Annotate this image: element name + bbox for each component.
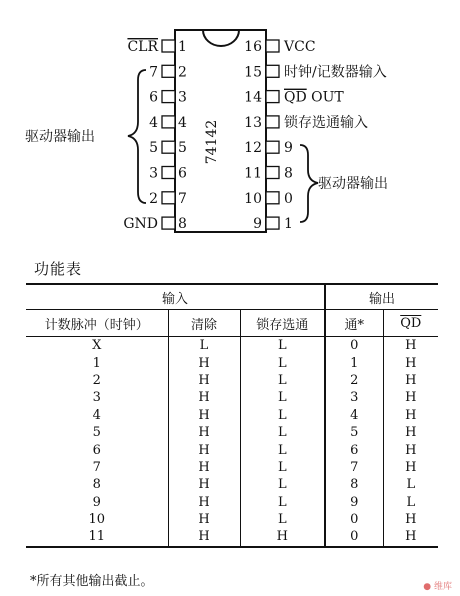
left-pin (123, 216, 187, 232)
cell-on: 2 (325, 372, 383, 389)
pin-lead (266, 192, 279, 204)
right-group-label: 驱动器输出 (318, 176, 388, 192)
pin-lead (266, 217, 279, 229)
left-pin (149, 166, 187, 182)
table-row (26, 494, 438, 511)
cell-qd: L (383, 476, 438, 493)
right-brace (300, 145, 318, 222)
cell-latch: L (240, 372, 325, 389)
footnote: *所有其他输出截止。 (30, 574, 154, 589)
table-row (26, 389, 438, 406)
cell-on: 7 (325, 459, 383, 476)
pin-number: 9 (253, 216, 262, 233)
cell-clock: X (92, 338, 102, 354)
chip-part-number: 74142 (204, 119, 220, 165)
cell-qd: H (383, 372, 438, 389)
pin-number: 11 (244, 165, 262, 182)
pin-number: 2 (178, 64, 187, 81)
cell-clock: 1 (92, 355, 101, 371)
cell-on: 0 (325, 528, 383, 546)
function-table (26, 283, 438, 548)
cell-clock: 2 (92, 372, 101, 388)
cell-clear: H (168, 511, 240, 528)
cell-latch: L (240, 389, 325, 406)
pin-label: 4 (149, 114, 158, 131)
pin-label: 3 (149, 165, 158, 182)
cell-clock: 3 (92, 390, 101, 406)
col-header-on: 通* (325, 310, 383, 337)
cell-clock: 4 (92, 407, 101, 423)
left-pin (127, 39, 186, 55)
pin-number: 16 (244, 39, 262, 55)
right-pin (244, 39, 315, 55)
pin-label: 9 (284, 140, 293, 157)
pin-lead (162, 167, 175, 179)
cell-qd: H (383, 459, 438, 476)
cell-latch: L (240, 424, 325, 441)
col-header-clear: 清除 (168, 310, 240, 337)
pin-number: 1 (178, 39, 187, 55)
cell-qd: H (383, 511, 438, 528)
table-row (26, 528, 438, 546)
cell-clock: 11 (26, 528, 168, 546)
left-pin (149, 140, 187, 156)
cell-qd: H (383, 354, 438, 371)
cell-qd: H (383, 337, 438, 355)
pin-label: VCC (284, 39, 316, 55)
pin-lead (162, 141, 175, 153)
cell-on: 5 (325, 424, 383, 441)
cell-on: 1 (325, 354, 383, 371)
pin-label: CLR (127, 39, 158, 55)
watermark-logo: ● 维库 (423, 582, 452, 592)
cell-clear: H (168, 424, 240, 441)
table-row (26, 372, 438, 389)
cell-clear: H (168, 354, 240, 371)
cell-clear: L (168, 337, 240, 355)
cell-qd: H (383, 424, 438, 441)
cell-clock: 7 (92, 459, 101, 475)
pin-number: 12 (244, 140, 262, 157)
table-row (26, 424, 438, 441)
cell-clear: H (168, 494, 240, 511)
function-table-title: 功能表 (34, 260, 83, 278)
pin-label: 8 (284, 165, 293, 182)
left-brace (128, 70, 146, 203)
cell-clear: H (168, 372, 240, 389)
pin-label: 6 (149, 89, 158, 106)
pin-label: 锁存选通输入 (284, 114, 368, 131)
input-group-header: 输入 (26, 284, 325, 310)
pin-label: 0 (284, 190, 293, 207)
pin-number: 4 (178, 114, 187, 131)
cell-on: 6 (325, 441, 383, 458)
cell-latch: L (240, 337, 325, 355)
table-row (26, 337, 438, 355)
pin-lead (162, 217, 175, 229)
cell-clear: H (168, 407, 240, 424)
cell-on: 4 (325, 407, 383, 424)
left-pin (149, 90, 187, 106)
pin-lead (162, 91, 175, 103)
cell-clear: H (168, 389, 240, 406)
cell-qd: H (383, 441, 438, 458)
pin-lead (266, 65, 279, 77)
cell-clock: 5 (92, 425, 101, 441)
pin-lead (162, 116, 175, 128)
cell-clear: H (168, 476, 240, 493)
table-row (26, 459, 438, 476)
cell-on: 0 (325, 511, 383, 528)
right-pin (253, 216, 293, 232)
pin-label: 7 (149, 64, 158, 81)
pin-label: QD OUT (284, 89, 344, 106)
pin-label: 2 (149, 190, 158, 207)
cell-clear: H (168, 441, 240, 458)
col-header-qd: $\overline{QD}$ (383, 310, 438, 337)
cell-latch: L (240, 441, 325, 458)
cell-on: 0 (325, 337, 383, 355)
left-pins (123, 39, 187, 232)
pin-number: 6 (178, 165, 187, 182)
cell-latch: L (240, 407, 325, 424)
pin-number: 13 (244, 114, 262, 131)
left-pin (149, 64, 187, 80)
cell-clear: H (168, 459, 240, 476)
col-header-latch: 锁存选通 (240, 310, 325, 337)
pin-number: 8 (178, 216, 187, 233)
pin-lead (266, 167, 279, 179)
cell-clock: 8 (92, 477, 101, 493)
pin-number: 3 (178, 89, 187, 106)
left-pin (149, 115, 187, 131)
cell-latch: H (240, 528, 325, 546)
cell-clock: 10 (88, 512, 106, 528)
pin-number: 7 (178, 190, 187, 207)
cell-latch: L (240, 511, 325, 528)
cell-clear: H (168, 528, 240, 546)
pin-lead (266, 40, 279, 52)
pin-number: 15 (244, 64, 262, 81)
cell-on: 9 (325, 494, 383, 511)
pin-label: GND (123, 216, 158, 233)
table-row (26, 407, 438, 424)
cell-latch: L (240, 459, 325, 476)
left-group-label: 驱动器输出 (25, 129, 95, 145)
pin-label: 5 (149, 140, 158, 157)
right-pin (244, 90, 344, 106)
pin-lead (266, 141, 279, 153)
pinout-diagram (0, 0, 460, 240)
cell-qd: L (383, 494, 438, 511)
cell-on: 8 (325, 476, 383, 493)
cell-on: 3 (325, 389, 383, 406)
pin-lead (162, 40, 175, 52)
right-pin (244, 191, 293, 207)
function-table-body (26, 337, 438, 547)
pin-label: 1 (284, 216, 293, 233)
cell-clock: 9 (92, 494, 101, 510)
cell-qd: H (383, 528, 438, 546)
col-header-clock: 计数脉冲（时钟） (26, 310, 168, 337)
cell-qd: H (383, 407, 438, 424)
cell-latch: L (240, 476, 325, 493)
table-row (26, 354, 438, 371)
output-group-header: 输出 (325, 284, 438, 310)
cell-latch: L (240, 354, 325, 371)
table-row (26, 476, 438, 493)
cell-latch: L (240, 494, 325, 511)
pin-lead (266, 116, 279, 128)
right-pin (244, 140, 293, 156)
right-pin (244, 114, 368, 131)
table-row (26, 441, 438, 458)
pin-number: 5 (178, 140, 187, 157)
table-row (26, 511, 438, 528)
pin-number: 10 (244, 190, 262, 207)
pin-number: 14 (244, 89, 262, 106)
pin-lead (162, 65, 175, 77)
right-pin (244, 63, 387, 80)
left-pin (149, 191, 187, 207)
right-pin (244, 166, 293, 182)
cell-qd: H (383, 389, 438, 406)
pin-lead (162, 192, 175, 204)
chip-notch (203, 30, 239, 46)
pin-label: 时钟/记数器输入 (284, 64, 387, 81)
pin-lead (266, 91, 279, 103)
cell-clock: 6 (92, 442, 101, 458)
